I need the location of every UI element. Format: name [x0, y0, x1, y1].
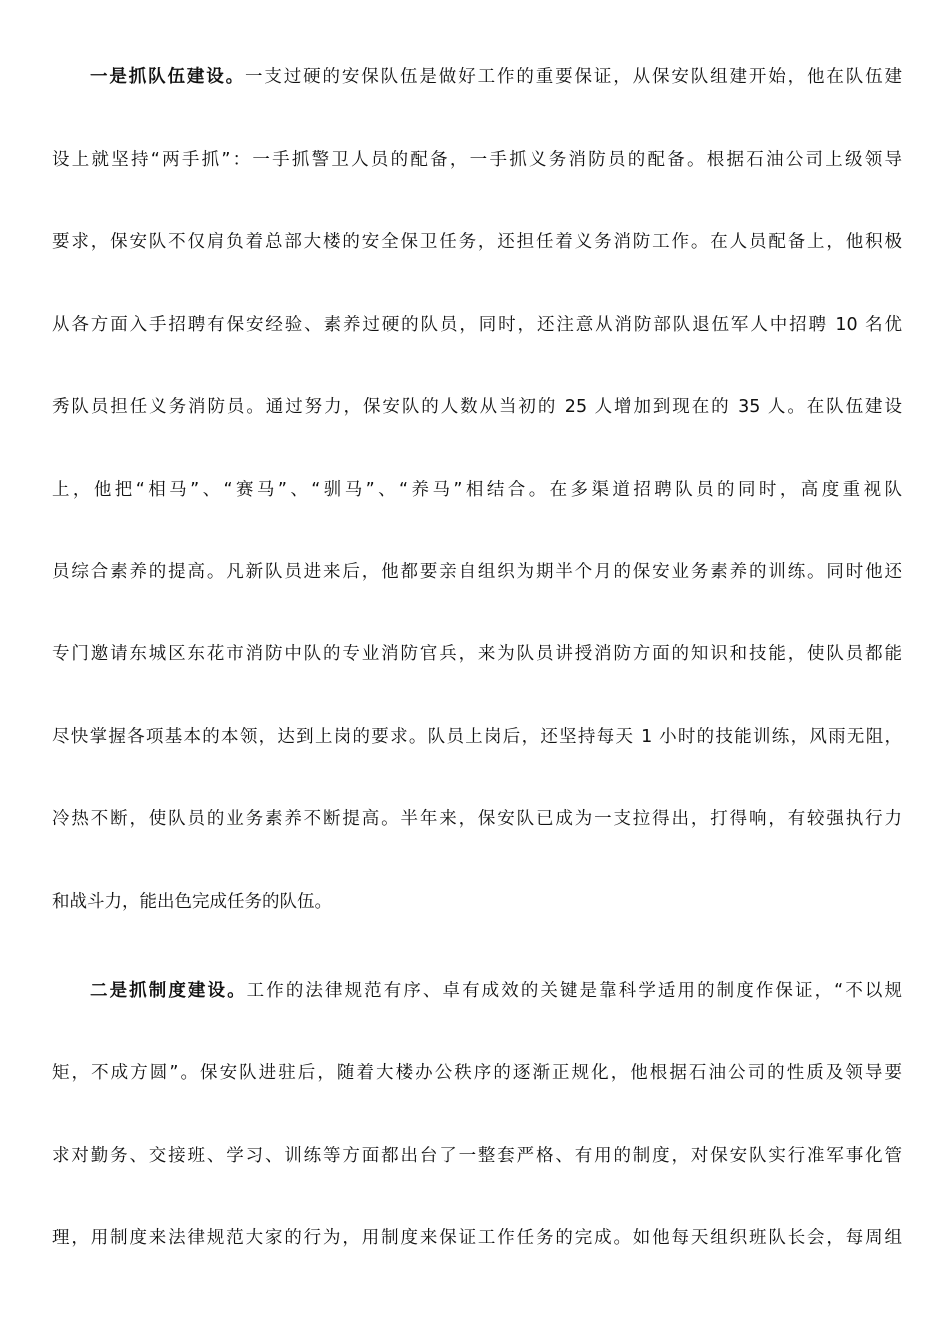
paragraph-1-line-6: 上，他把“相马”、“赛马”、“驯马”、“养马”相结合。在多渠道招聘队员的同时，高度重视队: [52, 480, 902, 500]
paragraph-1-line-1: [90, 62, 902, 92]
paragraph-1-line-4: 从各方面入手招聘有保安经验、素养过硬的队员，同时，还注意从消防部队退伍军人中招聘 10 名优: [52, 315, 902, 335]
paragraph-1-line-3: 要求，保安队不仅肩负着总部大楼的安全保卫任务，还担任着义务消防工作。在人员配备上，他积极: [52, 232, 902, 252]
paragraph-2-line-4: 理，用制度来法律规范大家的行为，用制度来保证工作任务的完成。如他每天组织班队长会，每周组: [52, 1228, 902, 1248]
paragraph-1-heading: 一是抓队伍建设。: [90, 67, 246, 87]
paragraph-1-line-10: 冷热不断，使队员的业务素养不断提高。半年来，保安队已成为一支拉得出，打得响，有较强执行力: [52, 809, 902, 829]
paragraph-2-text: 工作的法律规范有序、卓有成效的关键是靠科学适用的制度作保证，“不以规: [246, 981, 902, 1001]
paragraph-2-line-1: [90, 976, 902, 1006]
paragraph-1-line-5: 秀队员担任义务消防员。通过努力，保安队的人数从当初的 25 人增加到现在的 35 人。在队伍建设: [52, 397, 902, 417]
paragraph-1-line-7: 员综合素养的提高。凡新队员进来后，他都要亲自组织为期半个月的保安业务素养的训练。同时他还: [52, 562, 902, 582]
paragraph-2-line-2: 矩，不成方圆”。保安队进驻后，随着大楼办公秩序的逐渐正规化，他根据石油公司的性质及领导要: [52, 1063, 902, 1083]
paragraph-1-line-2: 设上就坚持“两手抓”：一手抓警卫人员的配备，一手抓义务消防员的配备。根据石油公司上级领导: [52, 150, 902, 170]
paragraph-1-text: 一支过硬的安保队伍是做好工作的重要保证，从保安队组建开始，他在队伍建: [245, 67, 902, 87]
paragraph-1-line-11: 和战斗力，能出色完成任务的队伍。: [52, 892, 332, 912]
paragraph-1-line-9: 尽快掌握各项基本的本领，达到上岗的要求。队员上岗后，还坚持每天 1 小时的技能训练，风雨无阻，: [52, 727, 902, 747]
paragraph-2-line-3: 求对勤务、交接班、学习、训练等方面都出台了一整套严格、有用的制度，对保安队实行准军事化管: [52, 1146, 902, 1166]
paragraph-2-heading: 二是抓制度建设。: [90, 981, 247, 1001]
paragraph-1-line-8: 专门邀请东城区东花市消防中队的专业消防官兵，来为队员讲授消防方面的知识和技能，使队员都能: [52, 644, 902, 664]
